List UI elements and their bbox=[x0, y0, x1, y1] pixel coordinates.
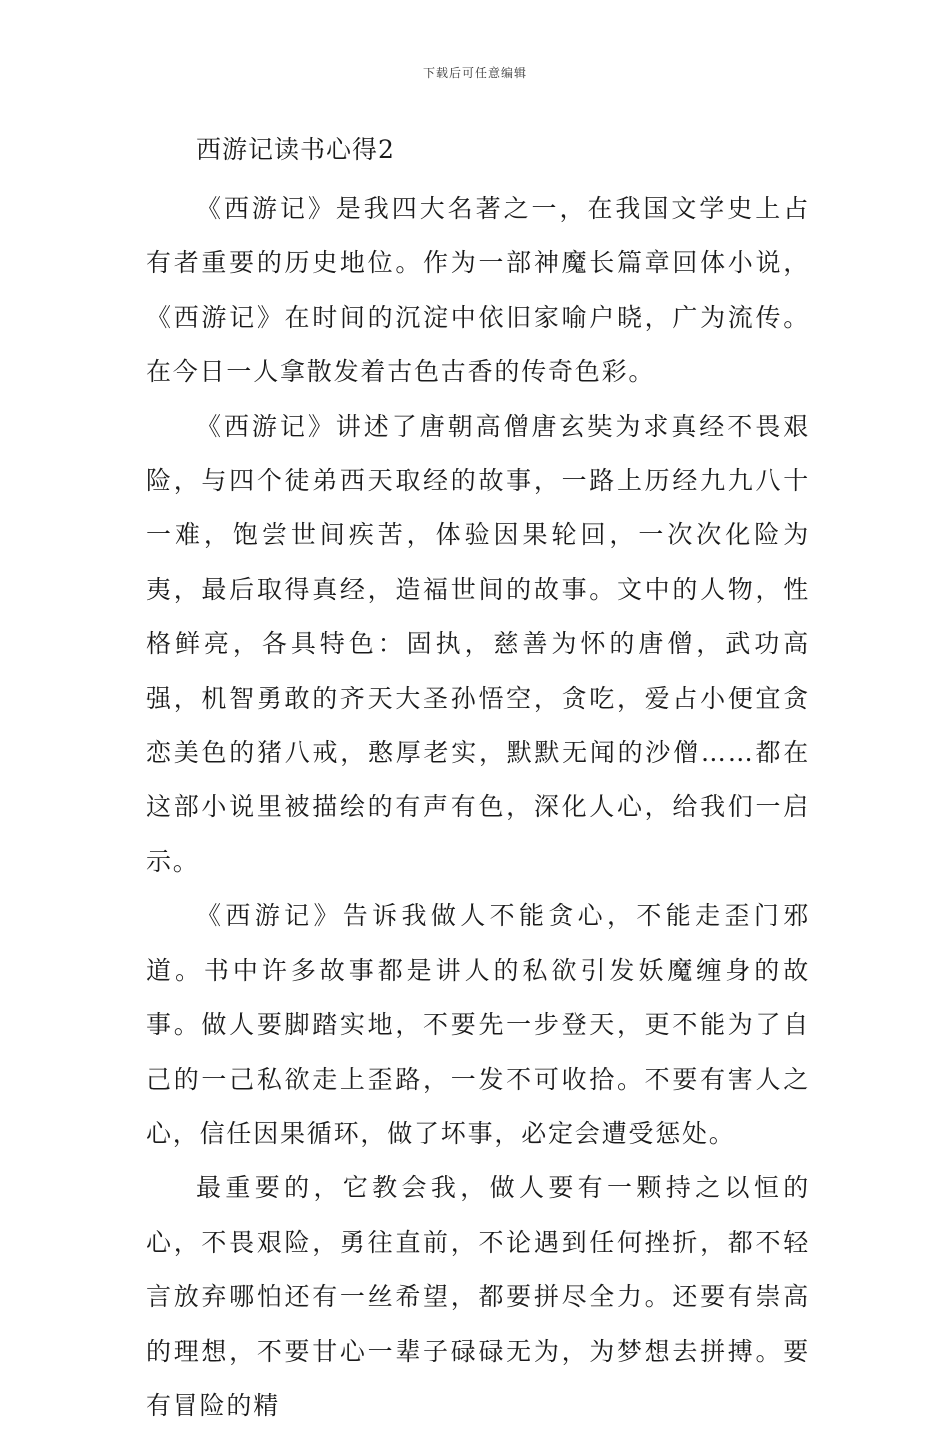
paragraph-3: 《西游记》告诉我做人不能贪心，不能走歪门邪道。书中许多故事都是讲人的私欲引发妖魔缠身的故事。做人要脚踏实地，不要先一步登天，更不能为了自己的一己私欲走上歪路，一发不可收拾。不要有害人之心，信任因果循环，做了坏事，必定会遭受惩处。 bbox=[146, 901, 810, 1148]
paragraph-2: 《西游记》讲述了唐朝高僧唐玄奘为求真经不畏艰险，与四个徒弟西天取经的故事，一路上历经九九八十一难，饱尝世间疾苦，体验因果轮回，一次次化险为夷，最后取得真经，造福世间的故事。文中的人物，性格鲜亮，各具特色：固执，慈善为怀的唐僧，武功高强，机智勇敢的齐天大圣孙悟空，贪吃，爱占小便宜贪恋美色的猪八戒，憨厚老实，默默无闻的沙僧……都在这部小说里被描绘的有声有色，深化人心，给我们一启示。 bbox=[146, 411, 810, 876]
paragraph-1: 《西游记》是我四大名著之一，在我国文学史上占有者重要的历史地位。作为一部神魔长篇章回体小说，《西游记》在时间的沉淀中依旧家喻户晓，广为流传。在今日一人拿散发着古色古香的传奇色彩。 bbox=[146, 194, 810, 387]
document-body bbox=[146, 182, 810, 1433]
paragraph-4: 最重要的，它教会我，做人要有一颗持之以恒的心，不畏艰险，勇往直前，不论遇到任何挫折，都不轻言放弃哪怕还有一丝希望，都要拼尽全力。还要有崇高的理想，不要甘心一辈子碌碌无为，为梦想去拼搏。要有冒险的精 bbox=[146, 1173, 810, 1420]
header-note: 下载后可任意编辑 bbox=[422, 66, 527, 80]
document-title: 西游记读书心得2 bbox=[196, 135, 395, 164]
